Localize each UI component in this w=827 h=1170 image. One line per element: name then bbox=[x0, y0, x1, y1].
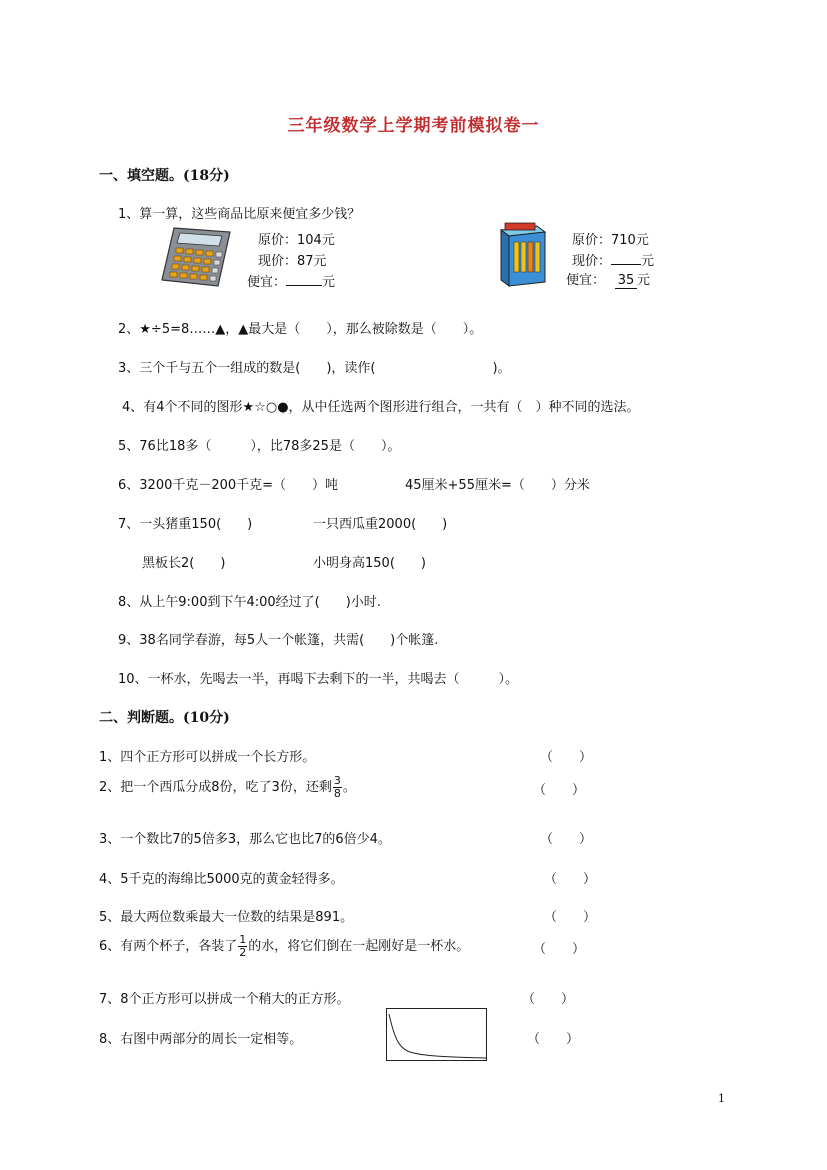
question-8: 8、从上午9:00到下午4:00经过了( )小时. bbox=[118, 595, 381, 610]
box-current-label: 现价： bbox=[572, 254, 612, 269]
judge-item-4: 4、5千克的海绵比5000克的黄金轻得多。 bbox=[99, 872, 344, 887]
question-7-part-a: 7、一头猪重150( ) bbox=[118, 517, 253, 532]
question-7-part-d: 小明身高150( ) bbox=[313, 556, 426, 571]
judge-item-3: 3、一个数比7的5倍多3，那么它也比7的6倍少4。 bbox=[99, 832, 391, 847]
box-current-blank bbox=[611, 264, 641, 265]
box-icon bbox=[497, 220, 549, 290]
question-9: 9、38名同学春游，每5人一个帐篷，共需( )个帐篷. bbox=[118, 633, 439, 648]
judge-item-8: 8、右图中两部分的周长一定相等。 bbox=[99, 1032, 303, 1047]
judge-answer-box-1: （ ） bbox=[540, 750, 593, 765]
question-2: 2、★÷5=8……▲，▲最大是（ ），那么被除数是（ ）。 bbox=[118, 322, 483, 337]
question-5: 5、76比18多（ ），比78多25是（ ）。 bbox=[118, 439, 401, 454]
judge-item-2 bbox=[99, 770, 356, 806]
calculator-cheaper-row bbox=[247, 271, 335, 290]
box-current-row bbox=[572, 250, 654, 269]
judge-item-6-tail: 的水，将它们倒在一起刚好是一杯水。 bbox=[248, 939, 470, 954]
judge-item-6 bbox=[99, 929, 469, 965]
box-original-price: 原价：710元 bbox=[572, 233, 649, 248]
question-7-part-b: 一只西瓜重2000( ) bbox=[313, 517, 448, 532]
calculator-original-price: 原价：104元 bbox=[258, 233, 335, 248]
judge-answer-box-3: （ ） bbox=[540, 832, 593, 847]
box-current-unit: 元 bbox=[641, 254, 655, 269]
fraction-numerator: 3 bbox=[333, 774, 341, 787]
judge-answer-box-8: （ ） bbox=[527, 1032, 580, 1047]
judge-item-5: 5、最大两位数乘最大一位数的结果是891。 bbox=[99, 910, 354, 925]
question-3: 3、三个千与五个一组成的数是( )，读作( )。 bbox=[118, 361, 511, 376]
fraction-denominator: 2 bbox=[239, 946, 247, 959]
curve-figure-icon bbox=[386, 1008, 488, 1062]
calculator-cheaper-unit: 元 bbox=[322, 275, 336, 290]
question-6-part-a: 6、3200千克－200千克=（ ）吨 bbox=[118, 478, 339, 493]
question-7-part-c: 黑板长2( ) bbox=[142, 556, 226, 571]
calculator-cheaper-label: 便宜： bbox=[247, 275, 287, 290]
judge-item-6-text: 6、有两个杯子，各装了 bbox=[99, 939, 238, 954]
judge-answer-box-2: （ ） bbox=[533, 783, 586, 798]
judge-item-2-text: 2、把一个西瓜分成8份，吃了3份，还剩 bbox=[99, 780, 332, 795]
question-4: 4、有4个不同的图形★☆○●，从中任选两个图形进行组合，一共有（ ）种不同的选法。 bbox=[122, 400, 640, 415]
box-cheaper-value: 35 bbox=[615, 273, 637, 289]
judge-item-1: 1、四个正方形可以拼成一个长方形。 bbox=[99, 750, 316, 765]
judge-answer-box-5: （ ） bbox=[544, 910, 597, 925]
fraction-three-eighths bbox=[333, 775, 342, 800]
calculator-current-price: 现价：87元 bbox=[258, 254, 327, 269]
box-cheaper-unit: 元 bbox=[637, 273, 651, 288]
judge-answer-box-7: （ ） bbox=[522, 992, 575, 1007]
calculator-cheaper-blank bbox=[286, 285, 322, 286]
judge-item-7: 7、8个正方形可以拼成一个稍大的正方形。 bbox=[99, 992, 350, 1007]
judge-item-2-tail: 。 bbox=[342, 780, 356, 795]
box-cheaper-row bbox=[566, 269, 650, 289]
fraction-numerator: 1 bbox=[239, 933, 247, 946]
question-10: 10、一杯水，先喝去一半，再喝下去剩下的一半，共喝去（ ）。 bbox=[118, 672, 519, 687]
page-number: 1 bbox=[718, 1092, 725, 1105]
section-heading-fill-blank: 一、填空题。(18分) bbox=[99, 168, 230, 184]
box-cheaper-label: 便宜： bbox=[566, 273, 606, 288]
judge-answer-box-6: （ ） bbox=[533, 942, 586, 957]
question-1: 1、算一算，这些商品比原来便宜多少钱？ bbox=[118, 207, 361, 222]
page-title: 三年级数学上学期考前模拟卷一 bbox=[287, 116, 540, 136]
calculator-icon bbox=[160, 226, 232, 288]
judge-answer-box-4: （ ） bbox=[544, 872, 597, 887]
section-heading-true-false: 二、判断题。(10分) bbox=[99, 710, 230, 726]
fraction-denominator: 8 bbox=[333, 787, 341, 800]
fraction-one-half bbox=[238, 934, 247, 959]
question-6-part-b: 45厘米+55厘米=（ ）分米 bbox=[405, 478, 590, 493]
